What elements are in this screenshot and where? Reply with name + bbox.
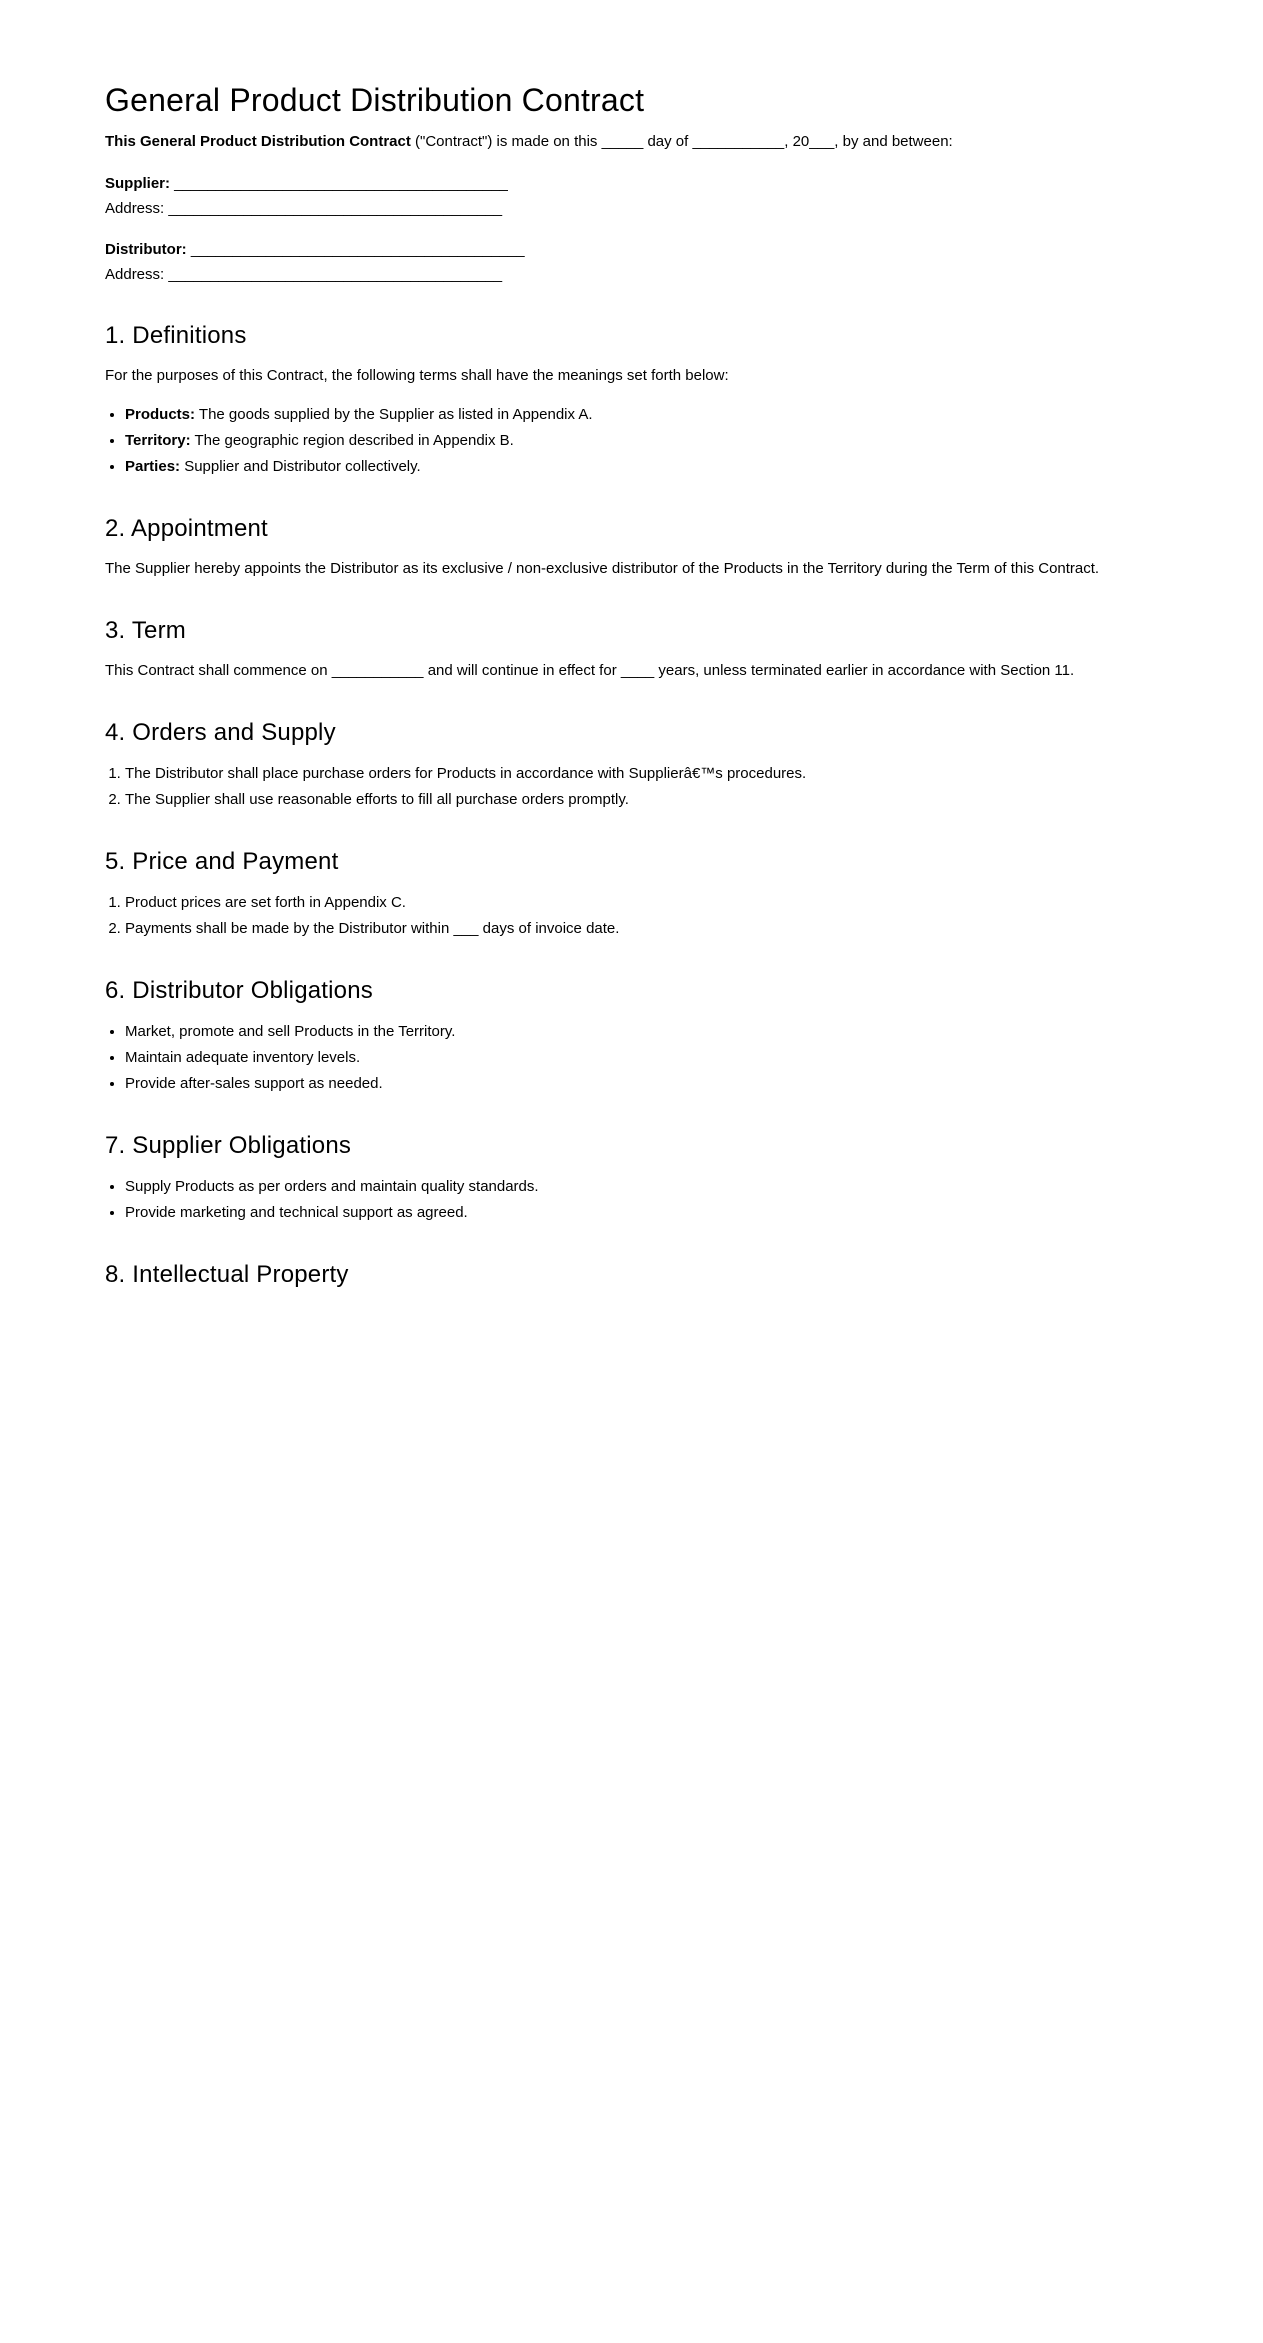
definition-text: The goods supplied by the Supplier as listed in Appendix A. bbox=[195, 406, 593, 423]
section-term bbox=[105, 616, 1145, 684]
section-intellectual-property bbox=[105, 1260, 1145, 1290]
list-item: • Supply Products as per orders and maintain quality standards. bbox=[125, 1174, 1145, 1200]
intro-bold-lead: This General Product Distribution Contract bbox=[105, 133, 411, 150]
section-heading: 4. Orders and Supply bbox=[105, 719, 336, 746]
list-item: 1. The Distributor shall place purchase orders for Products in accordance with Supplierâ€™s procedures. bbox=[125, 761, 1145, 787]
section-body: This Contract shall commence on ___________ and will continue in effect for ____ years, unless terminated earlier in accordance with Section 11. bbox=[105, 662, 1075, 679]
section-price-and-payment bbox=[105, 847, 1145, 942]
orders-list bbox=[105, 761, 1145, 813]
section-appointment bbox=[105, 514, 1145, 582]
supplier-address-blank: ________________________________________ bbox=[164, 200, 503, 217]
section-heading: 1. Definitions bbox=[105, 322, 247, 349]
definition-term: Territory: bbox=[125, 432, 191, 449]
distributor-address-label: Address: bbox=[105, 266, 165, 283]
distributor-line bbox=[105, 237, 1145, 262]
definitions-list bbox=[105, 402, 1145, 480]
payment-list bbox=[105, 890, 1145, 942]
section-body: For the purposes of this Contract, the following terms shall have the meanings set forth below: bbox=[105, 367, 729, 384]
supplier-block bbox=[105, 171, 1145, 221]
section-heading: 7. Supplier Obligations bbox=[105, 1132, 352, 1159]
section-distributor-obligations bbox=[105, 976, 1145, 1097]
definition-term: Products: bbox=[125, 406, 196, 423]
contract-document bbox=[105, 0, 1145, 1290]
distributor-obligations-list bbox=[105, 1019, 1145, 1097]
list-item: 2. Payments shall be made by the Distributor within ___ days of invoice date. bbox=[125, 916, 1145, 942]
supplier-line bbox=[105, 171, 1145, 196]
distributor-block bbox=[105, 237, 1145, 287]
list-item: • Maintain adequate inventory levels. bbox=[125, 1045, 1145, 1071]
definition-term: Parties: bbox=[125, 458, 181, 475]
definition-text: The geographic region described in Appendix B. bbox=[190, 432, 514, 449]
distributor-address-line bbox=[105, 262, 1145, 287]
supplier-obligations-list bbox=[105, 1174, 1145, 1226]
distributor-address-blank: ________________________________________ bbox=[164, 266, 503, 283]
list-item: • Market, promote and sell Products in the Territory. bbox=[125, 1019, 1145, 1045]
section-heading: 5. Price and Payment bbox=[105, 848, 339, 875]
intro-paragraph bbox=[105, 129, 1145, 155]
section-heading: 8. Intellectual Property bbox=[105, 1261, 349, 1288]
section-heading: 3. Term bbox=[105, 617, 186, 644]
section-supplier-obligations bbox=[105, 1131, 1145, 1226]
section-orders-and-supply bbox=[105, 718, 1145, 813]
definition-text: Supplier and Distributor collectively. bbox=[180, 458, 421, 475]
supplier-address-label: Address: bbox=[105, 200, 165, 217]
list-item bbox=[125, 428, 1145, 454]
list-item: • Provide after-sales support as needed. bbox=[125, 1071, 1145, 1097]
section-heading: 6. Distributor Obligations bbox=[105, 977, 373, 1004]
distributor-label: Distributor: bbox=[105, 241, 187, 258]
section-heading: 2. Appointment bbox=[105, 515, 268, 542]
supplier-blank: ________________________________________ bbox=[170, 175, 508, 192]
section-body: The Supplier hereby appoints the Distributor as its exclusive / non-exclusive distributor of the Products in the Territory during the Term of this Contract. bbox=[105, 560, 1100, 577]
distributor-blank: ________________________________________ bbox=[186, 241, 525, 258]
section-definitions bbox=[105, 321, 1145, 480]
list-item: 1. Product prices are set forth in Appendix C. bbox=[125, 890, 1145, 916]
list-item bbox=[125, 454, 1145, 480]
list-item bbox=[125, 402, 1145, 428]
supplier-label: Supplier: bbox=[105, 175, 171, 192]
intro-text: ("Contract") is made on this _____ day of ___________, 20___, by and between: bbox=[410, 133, 953, 150]
list-item: • Provide marketing and technical support as agreed. bbox=[125, 1200, 1145, 1226]
supplier-address-line bbox=[105, 196, 1145, 221]
list-item: 2. The Supplier shall use reasonable efforts to fill all purchase orders promptly. bbox=[125, 787, 1145, 813]
page-title: General Product Distribution Contract bbox=[105, 82, 645, 118]
